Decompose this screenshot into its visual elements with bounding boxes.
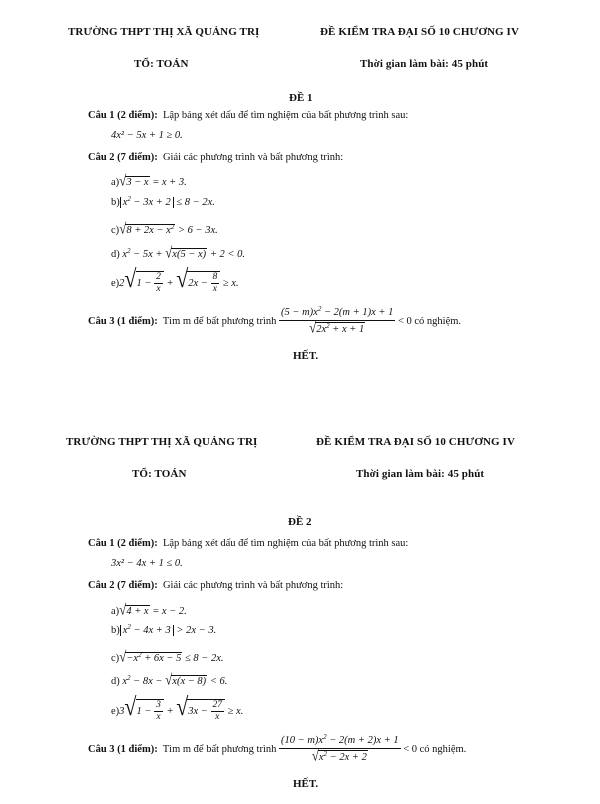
question-2 (88, 580, 343, 591)
q2-part-d: d) $x^2 - 8x - √x(x - 8) < 6$. (111, 670, 228, 689)
question-2-label: Câu 2 (7 điểm): (88, 152, 158, 163)
school-name: TRƯỜNG THPT THỊ XÃ QUẢNG TRỊ (66, 436, 258, 448)
department: TỔ: TOÁN (132, 468, 187, 480)
question-1-text: Lập bảng xét dấu để tìm nghiệm của bất phương trình sau: (162, 110, 409, 121)
q2-part-b: b) $x^2 - 4x + 3 > 2x - 3$. (111, 623, 217, 636)
exam-title: ĐỀ KIỂM TRA ĐẠI SỐ 10 CHƯƠNG IV (316, 436, 515, 448)
question-3-text: Tìm m để bất phương trình (162, 743, 277, 755)
question-3 (88, 306, 461, 337)
question-3-tail: < 0 có nghiệm. (403, 743, 467, 755)
question-2-text: Giải các phương trình và bất phương trình: (162, 580, 344, 591)
question-2-text: Giải các phương trình và bất phương trình: (162, 152, 344, 163)
question-1 (88, 538, 408, 549)
question-3-fraction: $\frac{(10 - m)x^2 - 2(m + 2)x + 1}{√x^2 - 2x + 2}$ (281, 733, 399, 765)
q2-part-a: a)√4 + x = x − 2. (111, 600, 187, 619)
end-marker: HẾT. (293, 350, 319, 362)
duration: Thời gian làm bài: 45 phút (360, 58, 489, 70)
q2-part-e: e)2√1 − $\frac{2}{x}$ + √2x − $\frac{8}{x}$ ≥ x. (111, 264, 239, 295)
q2-part-e: e)3√1 − $\frac{3}{x}$ + √3x − $\frac{27}{x}$ ≥ x. (111, 692, 244, 723)
question-3-tail: < 0 có nghiệm. (397, 315, 462, 327)
question-1-expression: 3x² − 4x + 1 ≤ 0. (111, 558, 183, 569)
question-1-label: Câu 1 (2 điểm): (88, 110, 158, 121)
duration: Thời gian làm bài: 45 phút (356, 468, 485, 480)
question-2 (88, 152, 343, 163)
q2-part-c: $c)√8 + 2x - x^2 > 6 - 3x$. (111, 219, 218, 238)
school-name: TRƯỜNG THPT THỊ XÃ QUẢNG TRỊ (68, 26, 260, 38)
exam-code: ĐỀ 2 (288, 516, 312, 528)
question-3-label: Câu 3 (1 điểm): (88, 743, 158, 755)
question-3-fraction: $\frac{(5 - m)x^2 - 2(m + 1)x + 1}{√2x^2 + x + 1}$ (281, 305, 394, 337)
exam-title: ĐỀ KIỂM TRA ĐẠI SỐ 10 CHƯƠNG IV (320, 26, 519, 38)
exam-code: ĐỀ 1 (289, 92, 313, 104)
end-marker: HẾT. (293, 778, 319, 790)
q2-part-c: $c)√-x^2 + 6x - 5 \le 8 - 2x$. (111, 647, 224, 666)
question-2-label: Câu 2 (7 điểm): (88, 580, 158, 591)
question-1-expression: 4x² − 5x + 1 ≥ 0. (111, 130, 183, 141)
question-1 (88, 110, 408, 121)
question-3-text: Tìm m để bất phương trình (162, 315, 277, 327)
question-3-label: Câu 3 (1 điểm): (88, 315, 158, 327)
question-1-text: Lập bảng xét dấu để tìm nghiệm của bất phương trình sau: (162, 538, 409, 549)
question-3 (88, 734, 466, 765)
q2-part-b: b) $x^2 - 3x + 2 \le 8 - 2x$. (111, 195, 215, 208)
question-1-label: Câu 1 (2 điểm): (88, 538, 158, 549)
q2-part-a: a)√3 − x = x + 3. (111, 171, 187, 190)
q2-part-d: d) $x^2 - 5x + √x(5 - x) + 2 < 0$. (111, 243, 245, 262)
department: TỔ: TOÁN (134, 58, 189, 70)
